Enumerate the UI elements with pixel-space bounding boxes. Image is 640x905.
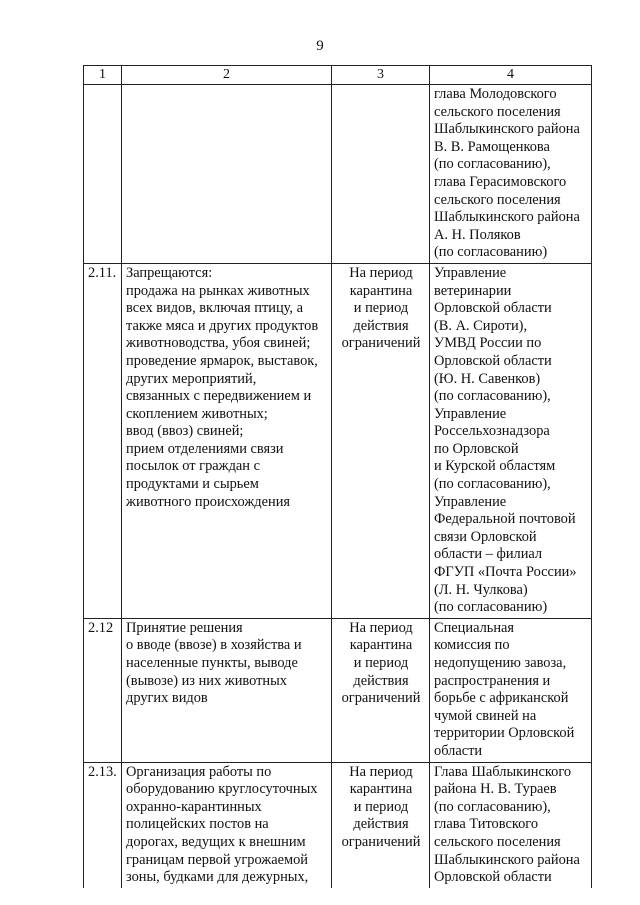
measure-line: полицейских постов на <box>126 816 269 833</box>
period-line: карантина <box>349 637 413 654</box>
measure-line: охранно-карантинных <box>126 798 262 815</box>
period-line: ограничений <box>341 833 421 850</box>
responsible-line: Глава Шаблыкинского <box>434 763 572 780</box>
responsible-line: глава Молодовского <box>434 86 557 102</box>
responsible-line: распространения и <box>434 672 551 689</box>
measure-line: продуктами и сырьем <box>126 476 259 493</box>
responsible-cell <box>430 263 592 618</box>
period-line: действия <box>353 317 409 334</box>
responsible-line: Россельхознадзора <box>434 423 550 440</box>
header-cell: 3 <box>332 66 430 85</box>
measure-cell <box>122 85 332 264</box>
period-line: На период <box>349 619 413 636</box>
measure-line: посылок от граждан с <box>126 458 260 475</box>
responsible-line: Шаблыкинского района <box>434 209 580 226</box>
responsible-line: ФГУП «Почта России» <box>434 564 577 581</box>
responsible-line: комиссия по <box>434 637 510 654</box>
header-cell: 4 <box>430 66 592 85</box>
measure-line: животного происхождения <box>126 493 291 510</box>
period-line: и период <box>353 300 409 317</box>
responsible-line: Управление <box>434 493 507 510</box>
measure-line: продажа на рынках животных <box>126 282 310 299</box>
responsible-cell <box>430 85 592 264</box>
responsible-line: (В. А. Сироти), <box>434 317 528 334</box>
period-cell <box>332 263 430 618</box>
item-number: 2.11. <box>84 263 122 618</box>
table-row <box>84 85 592 264</box>
measure-line: ввод (ввоз) свиней; <box>126 423 244 440</box>
measures-table <box>83 65 592 888</box>
responsible-line: области – филиал <box>434 546 543 563</box>
responsible-line: (Ю. Н. Савенков) <box>434 370 541 387</box>
measure-cell <box>122 263 332 618</box>
responsible-line: недопущению завоза, <box>434 655 567 671</box>
header-cell: 1 <box>84 66 122 85</box>
period-line: действия <box>353 816 409 833</box>
responsible-line: (по согласованию) <box>434 244 548 261</box>
responsible-line: (по согласованию), <box>434 156 551 173</box>
measure-line: Принятие решения <box>126 619 243 636</box>
measure-line: (вывозе) из них животных <box>126 672 287 689</box>
responsible-line: связи Орловской <box>434 528 537 545</box>
period-cell <box>332 618 430 762</box>
responsible-line: (по согласованию), <box>434 798 551 815</box>
responsible-line: Орловской области <box>434 300 552 317</box>
responsible-line: борьбе с африканской <box>434 690 569 707</box>
measure-line: связанных с передвижением и <box>126 388 312 405</box>
responsible-line: А. Н. Поляков <box>434 226 521 243</box>
responsible-line: Управление <box>434 405 507 422</box>
measure-line: также мяса и других продуктов <box>126 317 319 334</box>
measure-line: населенные пункты, выводе <box>126 655 298 671</box>
measure-line: о вводе (ввозе) в хозяйства и <box>126 637 302 654</box>
responsible-line: глава Герасимовского <box>434 173 567 190</box>
responsible-line: УМВД России по <box>434 335 542 352</box>
page-number: 9 <box>316 38 324 54</box>
table-row <box>84 618 592 762</box>
responsible-cell <box>430 618 592 762</box>
item-number <box>84 85 122 264</box>
responsible-line: ветеринарии <box>434 282 512 299</box>
responsible-line: Шаблыкинского района <box>434 851 580 868</box>
period-cell <box>332 762 430 888</box>
measure-line: скоплением животных; <box>126 405 268 422</box>
measure-line: других мероприятий, <box>126 370 257 387</box>
responsible-line: сельского поселения <box>434 103 561 120</box>
responsible-line: глава Титовского <box>434 816 539 833</box>
measure-line: зоны, будками для дежурных, <box>126 869 309 886</box>
responsible-line: по Орловской <box>434 440 519 457</box>
responsible-line: области <box>434 742 483 759</box>
responsible-line: сельского поселения <box>434 833 561 850</box>
responsible-line: Федеральной почтовой <box>434 511 576 528</box>
responsible-line: района Н. В. Тураев <box>434 781 557 798</box>
responsible-line: В. В. Рамощенкова <box>434 138 550 155</box>
measure-line: проведение ярмарок, выставок, <box>126 352 318 369</box>
responsible-line: территории Орловской <box>434 725 575 742</box>
responsible-cell <box>430 762 592 888</box>
measure-line: прием отделениями связи <box>126 440 284 457</box>
responsible-line: (по согласованию), <box>434 388 551 405</box>
measure-line: оборудованию круглосуточных <box>126 781 318 798</box>
measure-cell <box>122 762 332 888</box>
responsible-line: (по согласованию), <box>434 476 551 493</box>
measure-cell <box>122 618 332 762</box>
period-line: и период <box>353 798 409 815</box>
period-line: На период <box>349 264 413 281</box>
measure-line: животноводства, убоя свиней; <box>126 335 311 352</box>
table-header-row <box>84 66 592 85</box>
item-number: 2.13. <box>84 762 122 888</box>
responsible-line: Специальная <box>434 619 515 636</box>
responsible-line: и Курской областям <box>434 458 556 475</box>
measure-line: Организация работы по <box>126 763 272 780</box>
period-line: На период <box>349 763 413 780</box>
responsible-line: Шаблыкинского района <box>434 121 580 138</box>
period-line: карантина <box>349 282 413 299</box>
responsible-line: сельского поселения <box>434 191 561 208</box>
item-number: 2.12 <box>84 618 122 762</box>
responsible-line: (по согласованию) <box>434 599 548 616</box>
header-cell: 2 <box>122 66 332 85</box>
measure-line: границам первой угрожаемой <box>126 851 309 868</box>
period-line: карантина <box>349 781 413 798</box>
measure-line: Запрещаются: <box>126 264 213 281</box>
measure-line: дорогах, ведущих к внешним <box>126 833 306 850</box>
period-cell <box>332 85 430 264</box>
period-line: ограничений <box>341 335 421 352</box>
measure-line: всех видов, включая птицу, а <box>126 300 304 317</box>
period-line: ограничений <box>341 690 421 707</box>
responsible-line: Орловской области <box>434 869 552 886</box>
responsible-line: чумой свиней на <box>434 707 537 724</box>
responsible-line: Управление <box>434 264 507 281</box>
table-row <box>84 762 592 888</box>
period-line: и период <box>353 655 409 671</box>
measure-line: других видов <box>126 690 208 707</box>
responsible-line: (Л. Н. Чулкова) <box>434 581 528 598</box>
responsible-line: Орловской области <box>434 352 552 369</box>
period-line: действия <box>353 672 409 689</box>
table-row <box>84 263 592 618</box>
